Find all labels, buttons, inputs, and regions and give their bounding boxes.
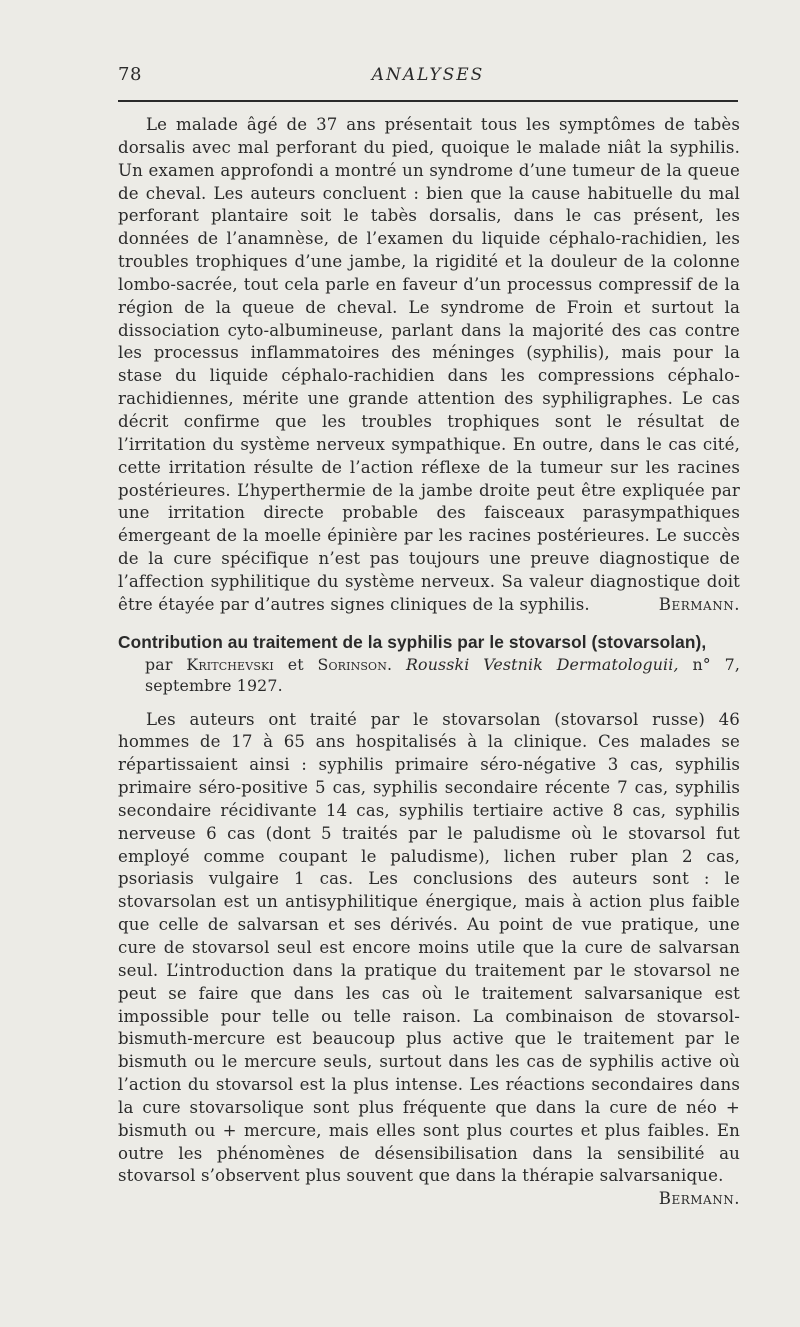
header-rule — [118, 100, 738, 102]
article-2-byline — [145, 654, 740, 697]
journal-name: Rousski Vestnik Dermatologuii, — [406, 654, 679, 674]
article-1-body — [118, 114, 740, 617]
author-2: Sorinson. — [317, 654, 393, 674]
journal-issue: n° 7, septembre 1927. — [145, 654, 741, 696]
author-1: Kritchevski — [186, 654, 274, 674]
page-number: 78 — [118, 64, 142, 85]
article-2-signature: Bermann. — [658, 1189, 740, 1209]
article-1-signature: Bermann. — [658, 594, 740, 614]
article-1-text: Le malade âgé de 37 ans présentait tous les symptômes de tabès dorsalis avec mal perforant du pied, quoique le malade niât la syphilis. Un examen approfondi a montré un syndrome d’une tumeur de la queue de cheval. Les auteurs concluent : bien que la cause habituelle du mal perforant plantaire soit le tabès dorsalis, dans le cas présent, les données de l’anamnèse, de l’examen du liquide céphalo-rachidien, les troubles trophiques d’une jambe, la rigidité et la douleur de la colonne lombo-sacrée, tout cela parle en faveur d’un processus compressif de la région de la queue de cheval. Le syndrome de Froin et surtout la dissociation cyto-albumineuse, parlant dans la majorité des cas contre les processus inflammatoires des méninges (syphilis), mais pour la stase du liquide céphalo-rachidien dans les compressions céphalo-rachidiennes, mérite une grande attention des syphiligraphes. Le cas décrit confirme que les troubles trophiques sont le résultat de l’irritation du système nerveux sympathique. En outre, dans le cas cité, cette irritation résulte de l’action réflexe de la tumeur sur les racines postérieures. L’hyperthermie de la jambe droite peut être expliquée par une irritation directe probable des faisceaux parasympathiques émergeant de la moelle épinière par les racines postérieures. Le succès de la cure spécifique n’est pas toujours une preuve diagnostique de l’affection syphilitique du système nerveux. Sa valeur diagnostique doit être étayée par d’autres signes cliniques de la syphilis. — [118, 115, 740, 614]
article-2-body — [118, 709, 740, 1212]
article-2-text: Les auteurs ont traité par le stovarsolan (stovarsol russe) 46 hommes de 17 à 65 ans hospitalisés à la clinique. Ces malades se répartissaient ainsi : syphilis primaire séro-négative 3 cas, syphilis primaire séro-positive 5 cas, syphilis secondaire récente 7 cas, syphilis secondaire récidivante 14 cas, syphilis tertiaire active 8 cas, syphilis nerveuse 6 cas (dont 5 traités par le paludisme où le stovarsol fut employé comme coupant le paludisme), lichen ruber plan 2 cas, psoriasis vulgaire 1 cas. Les conclusions des auteurs sont : le stovarsolan est un antisyphilitique énergique, mais à action plus faible que celle de salvarsan et ses dérivés. Au point de vue pratique, une cure de stovarsol seul est encore moins utile que la cure de salvarsan seul. L’introduction dans la pratique du traitement par le stovarsol ne peut se faire que dans les cas où le traitement salvarsanique est impossible pour telle ou telle raison. La combinaison de stovarsol-bismuth-mercure est beaucoup plus active que le traitement par le bismuth ou le mercure seuls, surtout dans les cas de syphilis active où l’action du stovarsol est la plus intense. Les réactions secondaires dans la cure stovarsolique sont plus fréquente que dans la cure de néo + bismuth ou + mercure, mais elles sont plus courtes et plus faibles. En outre les phénomènes de désensibilisation dans la sensibilité au stovarsol s’observent plus souvent que dans la thérapie salvarsanique. — [118, 709, 740, 1186]
byline-and: et — [287, 654, 304, 674]
running-title: ANALYSES — [371, 65, 485, 85]
byline-prefix: par — [145, 654, 173, 674]
page-body — [118, 114, 740, 1211]
article-2-title: Contribution au traitement de la syphilis par le stovarsol (stovarsolan), — [118, 631, 707, 652]
page-header — [118, 64, 738, 94]
